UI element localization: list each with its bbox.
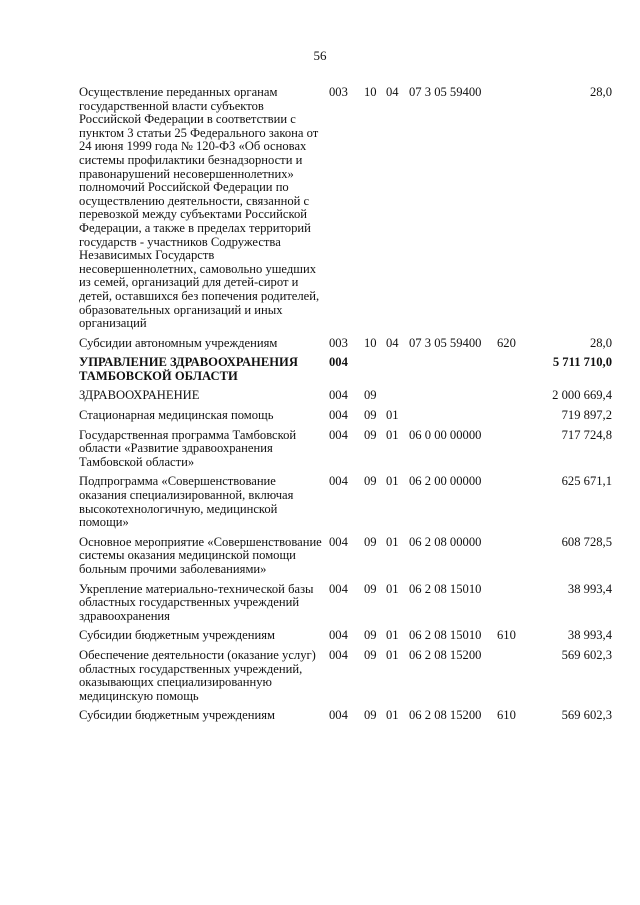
cell-sum: 5 711 710,0 — [552, 355, 612, 370]
cell-razdel: 09 — [364, 708, 377, 723]
table-row — [79, 389, 612, 403]
cell-expense-type: 620 — [497, 335, 516, 350]
row-name: Государственная программа Тамбовской области «Развитие здравоохранения Тамбовской области» — [79, 427, 297, 469]
cell-target-article: 06 2 08 15010 — [409, 581, 482, 596]
table-row — [79, 356, 612, 383]
cell-sum: 28,0 — [589, 335, 612, 350]
cell-razdel: 09 — [364, 647, 377, 662]
cell-ved: 004 — [329, 628, 348, 643]
cell-expense-type: 610 — [497, 628, 516, 643]
cell-razdel: 10 — [364, 335, 377, 350]
cell-podrazdel: 01 — [386, 474, 399, 489]
cell-target-article: 06 2 00 00000 — [409, 474, 482, 489]
table-row — [79, 337, 612, 351]
cell-sum: 2 000 669,4 — [552, 388, 612, 403]
row-name: Подпрограмма «Совершенствование оказания специализированной, включая высокотехнологичную, медицинской помощи» — [79, 474, 294, 530]
cell-target-article: 06 0 00 00000 — [409, 427, 482, 442]
cell-target-article: 06 2 08 15200 — [409, 647, 482, 662]
table-row — [79, 475, 612, 529]
row-name: Субсидии бюджетным учреждениям — [79, 708, 275, 723]
cell-sum: 38 993,4 — [567, 628, 612, 643]
cell-razdel: 09 — [364, 581, 377, 596]
table-row — [79, 536, 612, 577]
cell-podrazdel: 01 — [386, 647, 399, 662]
cell-ved: 004 — [329, 408, 348, 423]
cell-sum: 717 724,8 — [561, 427, 612, 442]
cell-ved: 004 — [329, 708, 348, 723]
table-row — [79, 86, 612, 331]
row-name: Осуществление переданных органам государственной власти субъектов Российской Федерации в соответствии с пунктом 3 статьи 25 Федерального закона от 24 июня 1999 года № 120-ФЗ «Об основах системы профилактики безнадзорности и правонарушений несовершеннолетних» полномочий Российской Федерации по осуществлению деятельности, связанной с перевозкой между субъектами Российской Федерации, а также в пределах территорий государств - участников Содружества Независимых Государств несовершеннолетних, самовольно ушедших из семей, организаций для детей-сирот и детей, оставшихся без попечения родителей, образовательных организаций и иных организаций — [79, 85, 320, 331]
cell-target-article: 06 2 08 00000 — [409, 534, 482, 549]
cell-razdel: 09 — [364, 408, 377, 423]
cell-podrazdel: 01 — [386, 427, 399, 442]
cell-ved: 004 — [329, 427, 348, 442]
cell-podrazdel: 01 — [386, 581, 399, 596]
cell-sum: 719 897,2 — [561, 408, 612, 423]
table-row — [79, 649, 612, 703]
cell-ved: 004 — [329, 355, 348, 370]
table-row — [79, 429, 612, 470]
cell-ved: 003 — [329, 85, 348, 99]
cell-podrazdel: 01 — [386, 408, 399, 423]
table-row — [79, 629, 612, 643]
cell-sum: 569 602,3 — [561, 647, 612, 662]
cell-razdel: 09 — [364, 474, 377, 489]
cell-ved: 004 — [329, 581, 348, 596]
row-name: Субсидии автономным учреждениям — [79, 335, 278, 350]
cell-podrazdel: 01 — [386, 708, 399, 723]
cell-expense-type: 610 — [497, 708, 516, 723]
row-name: УПРАВЛЕНИЕ ЗДРАВООХРАНЕНИЯ ТАМБОВСКОЙ ОБЛАСТИ — [79, 355, 298, 383]
table-row — [79, 709, 612, 723]
cell-target-article: 06 2 08 15200 — [409, 708, 482, 723]
page-number: 56 — [313, 48, 327, 63]
cell-razdel: 10 — [364, 85, 377, 99]
cell-sum: 569 602,3 — [561, 708, 612, 723]
cell-target-article: 07 3 05 59400 — [409, 335, 482, 350]
cell-target-article: 06 2 08 15010 — [409, 628, 482, 643]
cell-sum: 38 993,4 — [567, 581, 612, 596]
cell-sum: 608 728,5 — [561, 534, 612, 549]
cell-ved: 004 — [329, 474, 348, 489]
row-name: Субсидии бюджетным учреждениям — [79, 628, 275, 643]
table-row — [79, 583, 612, 624]
cell-podrazdel: 04 — [386, 85, 399, 99]
cell-podrazdel: 01 — [386, 534, 399, 549]
cell-razdel: 09 — [364, 628, 377, 643]
row-name: Обеспечение деятельности (оказание услуг) областных государственных учреждений, оказывающих специализированную медицинскую помощь — [79, 647, 316, 703]
cell-target-article: 07 3 05 59400 — [409, 85, 482, 99]
row-name: ЗДРАВООХРАНЕНИЕ — [79, 388, 200, 403]
cell-ved: 003 — [329, 335, 348, 350]
cell-razdel: 09 — [364, 388, 377, 403]
cell-ved: 004 — [329, 647, 348, 662]
cell-sum: 625 671,1 — [561, 474, 612, 489]
cell-razdel: 09 — [364, 534, 377, 549]
row-name: Основное мероприятие «Совершенствование системы оказания медицинской помощи больным прочими заболеваниями» — [79, 534, 322, 576]
cell-sum: 28,0 — [589, 85, 612, 99]
budget-table — [79, 86, 612, 729]
cell-podrazdel: 04 — [386, 335, 399, 350]
table-row — [79, 409, 612, 423]
row-name: Укрепление материально-технической базы областных государственных учреждений здравоохранения — [79, 581, 314, 623]
row-name: Стационарная медицинская помощь — [79, 408, 274, 423]
cell-podrazdel: 01 — [386, 628, 399, 643]
cell-razdel: 09 — [364, 427, 377, 442]
cell-ved: 004 — [329, 388, 348, 403]
cell-ved: 004 — [329, 534, 348, 549]
